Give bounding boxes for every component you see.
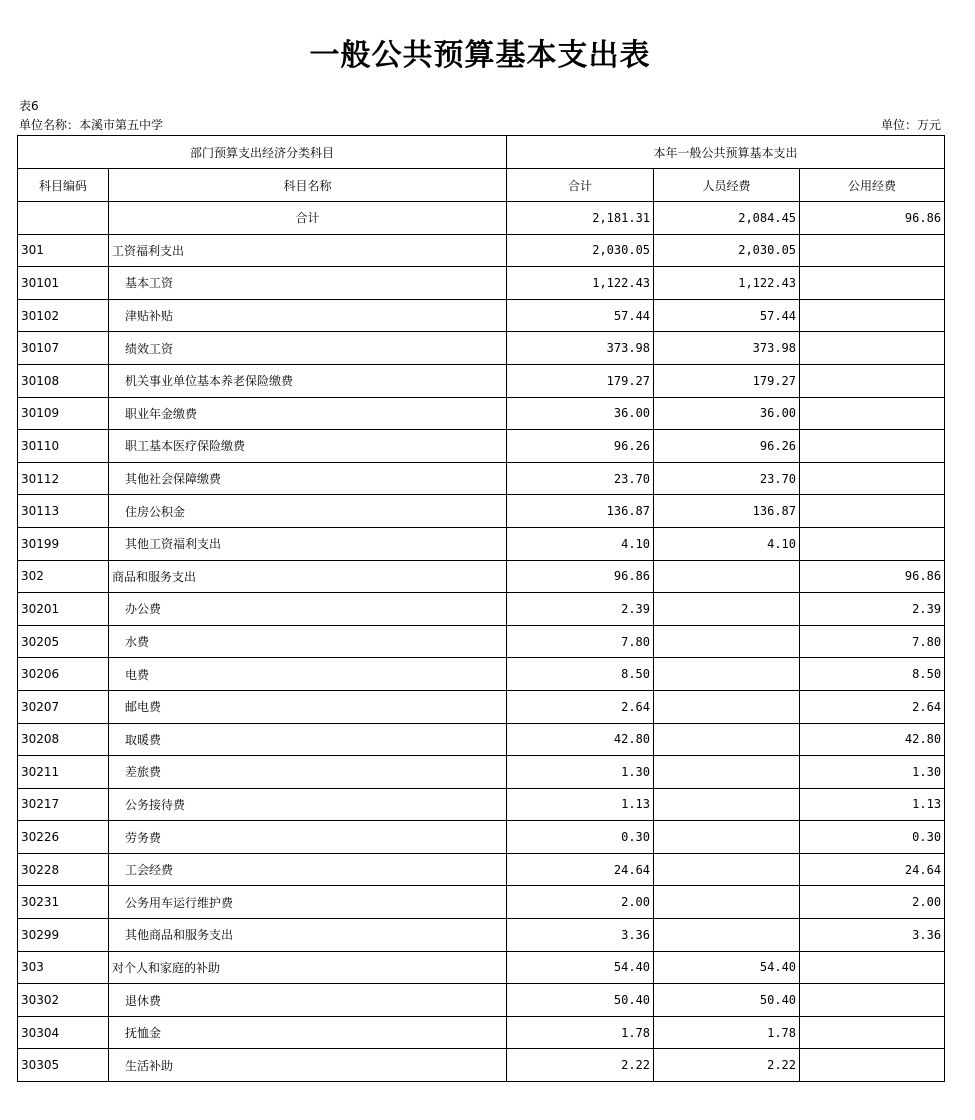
header-personnel: 人员经费 bbox=[654, 169, 800, 202]
table-row bbox=[18, 723, 945, 756]
row-public: 2.00 bbox=[800, 886, 945, 919]
table-row bbox=[18, 560, 945, 593]
row-name: 差旅费 bbox=[109, 756, 507, 789]
row-name: 其他工资福利支出 bbox=[109, 527, 507, 560]
table-row bbox=[18, 1016, 945, 1049]
row-personnel: 179.27 bbox=[654, 364, 800, 397]
table-number: 表6 bbox=[19, 99, 39, 113]
row-personnel bbox=[654, 593, 800, 626]
row-name: 商品和服务支出 bbox=[109, 560, 507, 593]
table-row bbox=[18, 690, 945, 723]
table-row bbox=[18, 984, 945, 1017]
page-title: 一般公共预算基本支出表 bbox=[309, 38, 651, 73]
row-public: 7.80 bbox=[800, 625, 945, 658]
row-public bbox=[800, 1016, 945, 1049]
row-name: 取暖费 bbox=[109, 723, 507, 756]
row-public bbox=[800, 234, 945, 267]
row-public: 96.86 bbox=[800, 560, 945, 593]
row-personnel bbox=[654, 723, 800, 756]
unit-name: 单位名称：本溪市第五中学 bbox=[19, 118, 164, 132]
row-total: 136.87 bbox=[507, 495, 654, 528]
row-total: 42.80 bbox=[507, 723, 654, 756]
row-code: 30228 bbox=[18, 853, 109, 886]
row-code: 30217 bbox=[18, 788, 109, 821]
row-public: 0.30 bbox=[800, 821, 945, 854]
row-personnel bbox=[654, 560, 800, 593]
row-code: 30211 bbox=[18, 756, 109, 789]
row-name: 职业年金缴费 bbox=[109, 397, 507, 430]
row-public bbox=[800, 495, 945, 528]
row-name: 其他商品和服务支出 bbox=[109, 919, 507, 952]
table-row bbox=[18, 788, 945, 821]
row-total: 4.10 bbox=[507, 527, 654, 560]
row-public bbox=[800, 984, 945, 1017]
table-row bbox=[18, 821, 945, 854]
row-personnel: 50.40 bbox=[654, 984, 800, 1017]
table-row bbox=[18, 397, 945, 430]
row-public bbox=[800, 299, 945, 332]
row-public: 1.30 bbox=[800, 756, 945, 789]
row-personnel: 1.78 bbox=[654, 1016, 800, 1049]
header-total: 合计 bbox=[507, 169, 654, 202]
row-personnel bbox=[654, 788, 800, 821]
row-personnel: 2.22 bbox=[654, 1049, 800, 1082]
row-code: 30206 bbox=[18, 658, 109, 691]
row-name: 工资福利支出 bbox=[109, 234, 507, 267]
total-label: 合计 bbox=[109, 202, 507, 235]
row-personnel: 136.87 bbox=[654, 495, 800, 528]
row-personnel: 2,030.05 bbox=[654, 234, 800, 267]
row-name: 退休费 bbox=[109, 984, 507, 1017]
row-personnel bbox=[654, 690, 800, 723]
row-personnel: 1,122.43 bbox=[654, 267, 800, 300]
row-public: 1.13 bbox=[800, 788, 945, 821]
row-code: 30107 bbox=[18, 332, 109, 365]
row-code: 30305 bbox=[18, 1049, 109, 1082]
row-total: 2.39 bbox=[507, 593, 654, 626]
row-public bbox=[800, 332, 945, 365]
table-row bbox=[18, 234, 945, 267]
row-total: 2.64 bbox=[507, 690, 654, 723]
row-code: 30299 bbox=[18, 919, 109, 952]
row-public bbox=[800, 267, 945, 300]
row-personnel bbox=[654, 658, 800, 691]
row-code: 30110 bbox=[18, 430, 109, 463]
row-total: 3.36 bbox=[507, 919, 654, 952]
row-public bbox=[800, 1049, 945, 1082]
total-sum: 2,181.31 bbox=[507, 202, 654, 235]
row-public: 42.80 bbox=[800, 723, 945, 756]
row-personnel: 4.10 bbox=[654, 527, 800, 560]
row-code: 30112 bbox=[18, 462, 109, 495]
header-group-left: 部门预算支出经济分类科目 bbox=[18, 136, 507, 169]
row-code: 30231 bbox=[18, 886, 109, 919]
table-row bbox=[18, 299, 945, 332]
row-code: 30108 bbox=[18, 364, 109, 397]
table-row bbox=[18, 1049, 945, 1082]
row-public: 8.50 bbox=[800, 658, 945, 691]
row-code: 30302 bbox=[18, 984, 109, 1017]
table-row bbox=[18, 527, 945, 560]
header-column-row bbox=[18, 169, 945, 202]
row-code: 30199 bbox=[18, 527, 109, 560]
table-row bbox=[18, 886, 945, 919]
header-public: 公用经费 bbox=[800, 169, 945, 202]
row-public bbox=[800, 951, 945, 984]
row-total: 179.27 bbox=[507, 364, 654, 397]
row-name: 生活补助 bbox=[109, 1049, 507, 1082]
row-total: 8.50 bbox=[507, 658, 654, 691]
row-code: 30208 bbox=[18, 723, 109, 756]
row-code: 301 bbox=[18, 234, 109, 267]
table-row bbox=[18, 462, 945, 495]
row-total: 36.00 bbox=[507, 397, 654, 430]
row-personnel: 54.40 bbox=[654, 951, 800, 984]
row-total: 24.64 bbox=[507, 853, 654, 886]
row-code: 30205 bbox=[18, 625, 109, 658]
table-row bbox=[18, 658, 945, 691]
table-row bbox=[18, 430, 945, 463]
header-group-right: 本年一般公共预算基本支出 bbox=[507, 136, 945, 169]
row-name: 水费 bbox=[109, 625, 507, 658]
row-total: 1.30 bbox=[507, 756, 654, 789]
row-total: 2,030.05 bbox=[507, 234, 654, 267]
row-name: 公务用车运行维护费 bbox=[109, 886, 507, 919]
row-personnel: 36.00 bbox=[654, 397, 800, 430]
row-name: 基本工资 bbox=[109, 267, 507, 300]
row-public bbox=[800, 364, 945, 397]
row-code: 30109 bbox=[18, 397, 109, 430]
row-total: 0.30 bbox=[507, 821, 654, 854]
table-row bbox=[18, 919, 945, 952]
row-personnel bbox=[654, 756, 800, 789]
unit-measure: 单位：万元 bbox=[880, 118, 941, 132]
row-personnel: 373.98 bbox=[654, 332, 800, 365]
budget-table bbox=[17, 135, 945, 1082]
row-total: 1,122.43 bbox=[507, 267, 654, 300]
row-name: 对个人和家庭的补助 bbox=[109, 951, 507, 984]
row-total: 373.98 bbox=[507, 332, 654, 365]
row-total: 7.80 bbox=[507, 625, 654, 658]
row-public: 2.64 bbox=[800, 690, 945, 723]
row-total: 54.40 bbox=[507, 951, 654, 984]
row-name: 其他社会保障缴费 bbox=[109, 462, 507, 495]
table-row bbox=[18, 593, 945, 626]
table-row bbox=[18, 625, 945, 658]
row-name: 津贴补贴 bbox=[109, 299, 507, 332]
row-personnel bbox=[654, 919, 800, 952]
row-code: 30304 bbox=[18, 1016, 109, 1049]
row-public bbox=[800, 462, 945, 495]
row-personnel: 23.70 bbox=[654, 462, 800, 495]
row-total: 96.86 bbox=[507, 560, 654, 593]
row-name: 电费 bbox=[109, 658, 507, 691]
row-total: 50.40 bbox=[507, 984, 654, 1017]
row-public bbox=[800, 527, 945, 560]
row-public bbox=[800, 397, 945, 430]
header-code: 科目编码 bbox=[18, 169, 109, 202]
row-personnel bbox=[654, 853, 800, 886]
row-personnel: 96.26 bbox=[654, 430, 800, 463]
total-row bbox=[18, 202, 945, 235]
header-group-row bbox=[18, 136, 945, 169]
table-row bbox=[18, 951, 945, 984]
row-code: 302 bbox=[18, 560, 109, 593]
row-public bbox=[800, 430, 945, 463]
row-name: 机关事业单位基本养老保险缴费 bbox=[109, 364, 507, 397]
row-code: 30226 bbox=[18, 821, 109, 854]
row-personnel bbox=[654, 625, 800, 658]
row-total: 96.26 bbox=[507, 430, 654, 463]
row-code: 30201 bbox=[18, 593, 109, 626]
row-total: 1.13 bbox=[507, 788, 654, 821]
row-code: 30207 bbox=[18, 690, 109, 723]
row-name: 绩效工资 bbox=[109, 332, 507, 365]
row-name: 劳务费 bbox=[109, 821, 507, 854]
table-row bbox=[18, 332, 945, 365]
table-row bbox=[18, 495, 945, 528]
row-name: 办公费 bbox=[109, 593, 507, 626]
table-row bbox=[18, 267, 945, 300]
row-name: 抚恤金 bbox=[109, 1016, 507, 1049]
row-code: 303 bbox=[18, 951, 109, 984]
total-code bbox=[18, 202, 109, 235]
row-public: 24.64 bbox=[800, 853, 945, 886]
row-public: 2.39 bbox=[800, 593, 945, 626]
row-total: 57.44 bbox=[507, 299, 654, 332]
table-row bbox=[18, 364, 945, 397]
table-row bbox=[18, 756, 945, 789]
row-name: 工会经费 bbox=[109, 853, 507, 886]
row-name: 住房公积金 bbox=[109, 495, 507, 528]
row-personnel bbox=[654, 821, 800, 854]
total-public: 96.86 bbox=[800, 202, 945, 235]
row-total: 2.00 bbox=[507, 886, 654, 919]
row-public: 3.36 bbox=[800, 919, 945, 952]
row-total: 23.70 bbox=[507, 462, 654, 495]
row-total: 2.22 bbox=[507, 1049, 654, 1082]
row-code: 30102 bbox=[18, 299, 109, 332]
row-code: 30113 bbox=[18, 495, 109, 528]
table-row bbox=[18, 853, 945, 886]
row-name: 公务接待费 bbox=[109, 788, 507, 821]
total-personnel: 2,084.45 bbox=[654, 202, 800, 235]
header-name: 科目名称 bbox=[109, 169, 507, 202]
row-personnel bbox=[654, 886, 800, 919]
row-total: 1.78 bbox=[507, 1016, 654, 1049]
row-name: 邮电费 bbox=[109, 690, 507, 723]
row-name: 职工基本医疗保险缴费 bbox=[109, 430, 507, 463]
row-personnel: 57.44 bbox=[654, 299, 800, 332]
row-code: 30101 bbox=[18, 267, 109, 300]
